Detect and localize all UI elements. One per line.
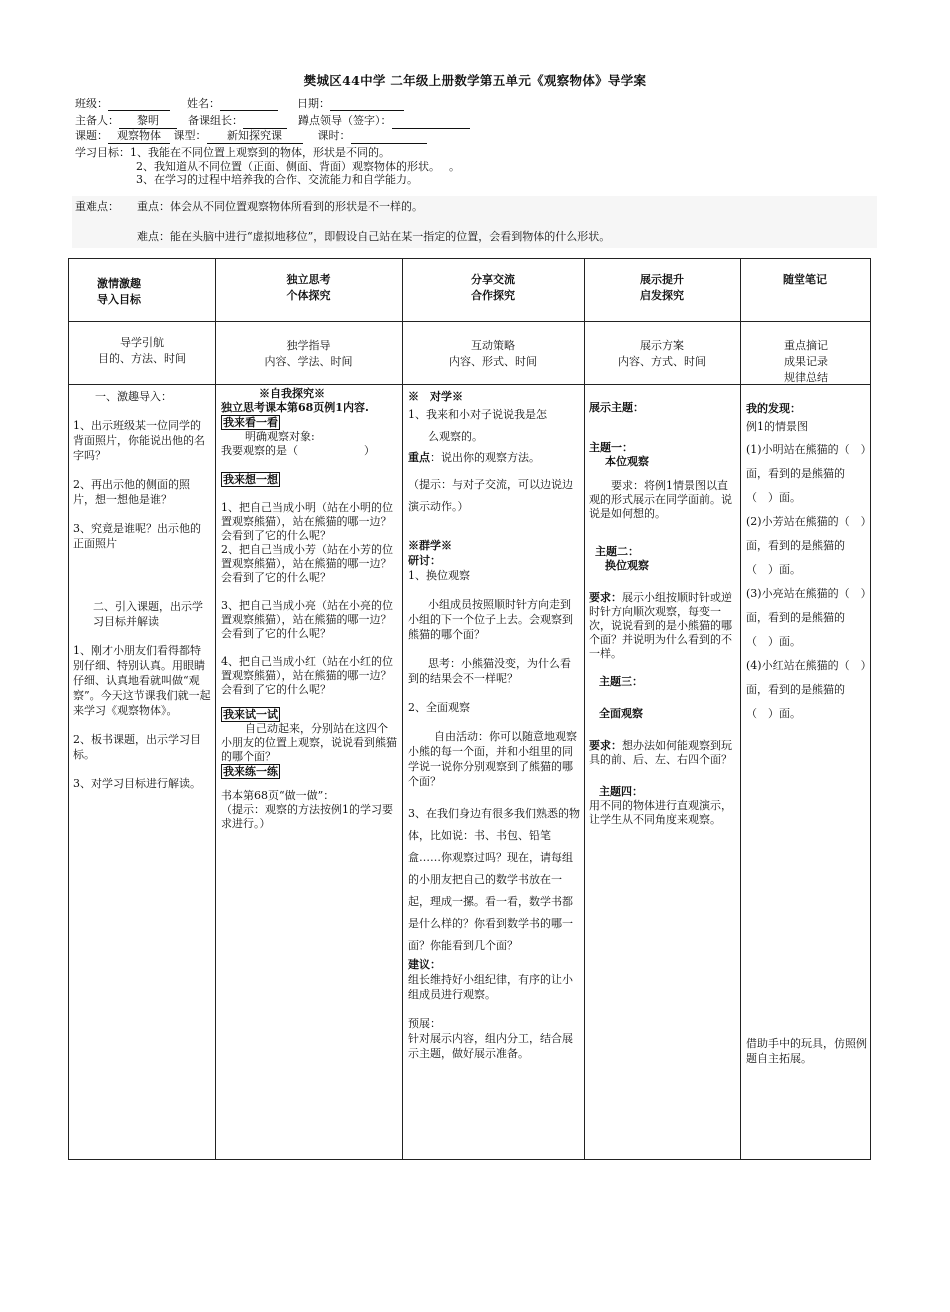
preview-label: 预展： [408,1017,441,1030]
method-think: 思考：小熊猫没变，为什么看到的结果会不一样呢？ [408,657,571,685]
focus-label: 重点 [408,451,430,464]
requirement-label: 要求： [589,739,622,752]
study-label: 研讨： [408,554,441,567]
subheader-cell: 独学指导 内容、学法、时间 [264,339,353,368]
think-item: 3、把自己当成小亮（站在小亮的位置观察熊猫），站在熊猫的哪一边？会看到了它的什么呢？ [221,599,393,640]
list-item: 1、刚才小朋友们看得都特别仔细、特别认真。用眼睛仔细、认真地看就叫做“观察”。今天这节课我们就一起来学习《观察物体》。 [73,644,211,717]
header-cell: 展示提升 启发探究 [640,273,684,302]
practice-title: 我来练一练 [223,765,278,778]
theme-label: 主题一： [589,441,633,454]
date-field[interactable] [330,98,404,111]
goal-item: 3、在学习的过程中培养我的合作、交流能力和自学能力。 [136,173,418,186]
method-text: 3、在我们身边有很多我们熟悉的物体，比如说：书、书包、铅笔盒……你观察过吗？现在，请每组的小朋友把自己的数学书放在一起，理成一摞。看一看，数学书都是什么样的？你看到数学书的哪一面？你能看到几个面？ [408,807,580,952]
think-item: 1、把自己当成小明（站在小明的位置观察熊猫），站在熊猫的哪一边？会看到了它的什么呢？ [221,501,393,542]
display-column [589,401,737,827]
header-row-1 [75,97,404,111]
section-intro: 独立思考课本第68页例1内容. [221,401,369,414]
column-divider [402,259,403,1159]
method-text: 小组成员按照顺时针方向走到小组的下一个位子上去。会观察到熊猫的哪个面？ [408,598,573,641]
header-row-2 [75,114,470,129]
notes-column [746,401,870,726]
key-point-text: 重点：体会从不同位置观察物体所看到的形状是不一样的。 [137,200,423,213]
self-study-column [221,387,398,831]
try-title: 我来试一试 [223,708,278,721]
suggest-label: 建议： [408,958,441,971]
topic-label: 课题： [75,129,108,142]
lesson-table [68,258,871,1160]
theme-title: 展示主题： [589,401,644,414]
notes-item: (1)小明站在熊猫的（ ）面，看到的是熊猫的（ ）面。 [746,443,867,504]
list-item: 3、对学习目标进行解读。 [73,777,201,790]
subheader-cell: 展示方案 内容、方式、时间 [618,339,706,368]
name-field[interactable] [220,98,278,111]
section-title: 一、激趣导入： [95,390,172,403]
notes-item: (2)小芳站在熊猫的（ ）面，看到的是熊猫的（ ）面。 [746,515,867,576]
pair-title: ※ 对学※ [408,390,463,403]
suggest-text: 组长维持好小组纪律，有序的让小组成员进行观察。 [408,973,573,1001]
subheader-cell: 互动策略 内容、形式、时间 [449,339,537,368]
preparer-value: 黎明 [119,114,177,129]
theme-text: 用不同的物体进行直观演示，让学生从不同角度来观察。 [589,799,732,826]
theme-label: 主题四： [599,785,643,798]
notes-intro: 例1的情景图 [746,420,808,433]
method-title: 2、全面观察 [408,701,470,714]
think-title: 我来想一想 [223,473,278,486]
date-label: 日期： [297,97,330,110]
preview-text: 针对展示内容，组内分工，结合展示主题，做好展示准备。 [408,1032,573,1060]
theme-text: 展示小组按顺时针或逆时针方向顺次观察，每变一次，说说看到的是小熊猫的哪个面？并说明为什么看到的不一样。 [589,591,732,660]
group-title: ※群学※ [408,539,452,552]
notes-extend: 借助手中的玩具，仿照例题自主拓展。 [746,1037,867,1065]
requirement-label: 要求： [589,591,622,604]
think-item: 4、把自己当成小红（站在小红的位置观察熊猫），站在熊猫的哪一边？会看到了它的什么呢？ [221,655,393,696]
group-leader-label: 备课组长： [188,114,243,127]
key-points-label: 重难点： [75,200,119,213]
type-label: 课型： [173,129,207,142]
pair-line: 么观察的。 [428,430,483,443]
goals-label: 学习目标： [75,146,130,159]
theme-text: 要求：将例1情景图以直观的形式展示在同学面前。说说是如何想的。 [589,479,732,520]
preparer-label: 主备人： [75,114,119,127]
subheader-cell: 导学引航 目的、方法、时间 [98,336,186,365]
method-text: 自由活动：你可以随意地观察小熊的每一个面，并和小组里的同学说一说你分别观察到了熊猫的哪个面？ [408,730,577,788]
header-row-3 [75,129,427,144]
list-item: 3、究竟是谁呢？出示他的正面照片 [73,522,201,550]
theme-name: 全面观察 [599,707,643,720]
header-cell: 独立思考 个体探究 [286,273,331,302]
lead-label: 蹲点领导（签字）： [298,114,392,127]
method-title: 1、换位观察 [408,569,470,582]
name-label: 姓名： [187,97,220,110]
goal-item: 2、我知道从不同位置（正面、侧面、背面）观察物体的形状。 。 [136,159,460,173]
document-title: 樊城区44中学 二年级上册数学第五单元《观察物体》导学案 [303,73,647,88]
group-leader-field[interactable] [243,116,287,129]
notes-item: (3)小亮站在熊猫的（ ）面，看到的是熊猫的（ ）面。 [746,587,867,648]
learning-goals [75,146,460,187]
pair-line: 1、我来和小对子说说我是怎 [408,408,547,421]
class-label: 班级： [75,97,108,110]
list-item: 2、再出示他的侧面的照片，想一想他是谁？ [73,478,190,506]
period-label: 课时： [317,129,351,142]
intro-column [73,389,211,791]
lead-signature-field[interactable] [392,116,470,129]
look-line: 我要观察的是（ ） [221,444,375,457]
topic-value: 观察物体 [108,129,170,144]
column-divider [584,259,585,1159]
header-cell: 随堂笔记 [783,273,827,286]
list-item: 1、出示班级某一位同学的背面照片，你能说出他的名字吗？ [73,419,205,462]
column-divider [215,259,216,1159]
look-title: 我来看一看 [223,416,278,429]
type-value: 新知探究课 [207,129,303,144]
theme-text: 想办法如何能观察到玩具的前、后、左、右四个面？ [589,739,732,766]
goal-item: 1、我能在不同位置上观察到的物体，形状是不同的。 [130,146,390,159]
difficult-point-text: 难点：能在头脑中进行“虚拟地移位”，即假设自己站在某一指定的位置，会看到物体的什么形状。 [137,230,611,243]
column-divider [740,259,741,1159]
list-item: 2、板书课题，出示学习目标。 [73,733,201,761]
class-field[interactable] [108,98,170,111]
think-item: 2、把自己当成小芳（站在小芳的位置观察熊猫），站在熊猫的哪一边？会看到了它的什么呢？ [221,543,393,584]
hint-text: （提示：与对子交流，可以边说边演示动作。） [408,478,573,513]
header-cell: 激情激趣 导入目标 [97,277,141,306]
look-line: 明确观察对象: [245,430,315,443]
header-cell: 分享交流 合作探究 [471,273,515,302]
section-title: 二、引入课题，出示学习目标并解读 [93,600,203,628]
cooperation-column [408,389,580,1061]
practice-line: （提示：观察的方法按例1的学习要求进行。） [221,803,393,830]
theme-name: 换位观察 [605,559,649,572]
theme-name: 本位观察 [605,455,649,468]
row-divider [69,321,870,322]
practice-line: 书本第68页“做一做”： [221,789,335,802]
theme-label: 主题二： [595,545,639,558]
focus-text: ：说出你的观察方法。 [430,451,540,464]
notes-title: 我的发现： [746,402,801,415]
period-field[interactable] [351,131,427,144]
section-heading: ※自我探究※ [259,387,325,400]
notes-item: (4)小红站在熊猫的（ ）面，看到的是熊猫的（ ）面。 [746,659,867,720]
try-text: 自己动起来，分别站在这四个小朋友的位置上观察，说说看到熊猫的哪个面？ [221,722,397,763]
theme-label: 主题三： [599,675,643,688]
subheader-cell: 重点摘记 成果记录 规律总结 [784,339,828,384]
